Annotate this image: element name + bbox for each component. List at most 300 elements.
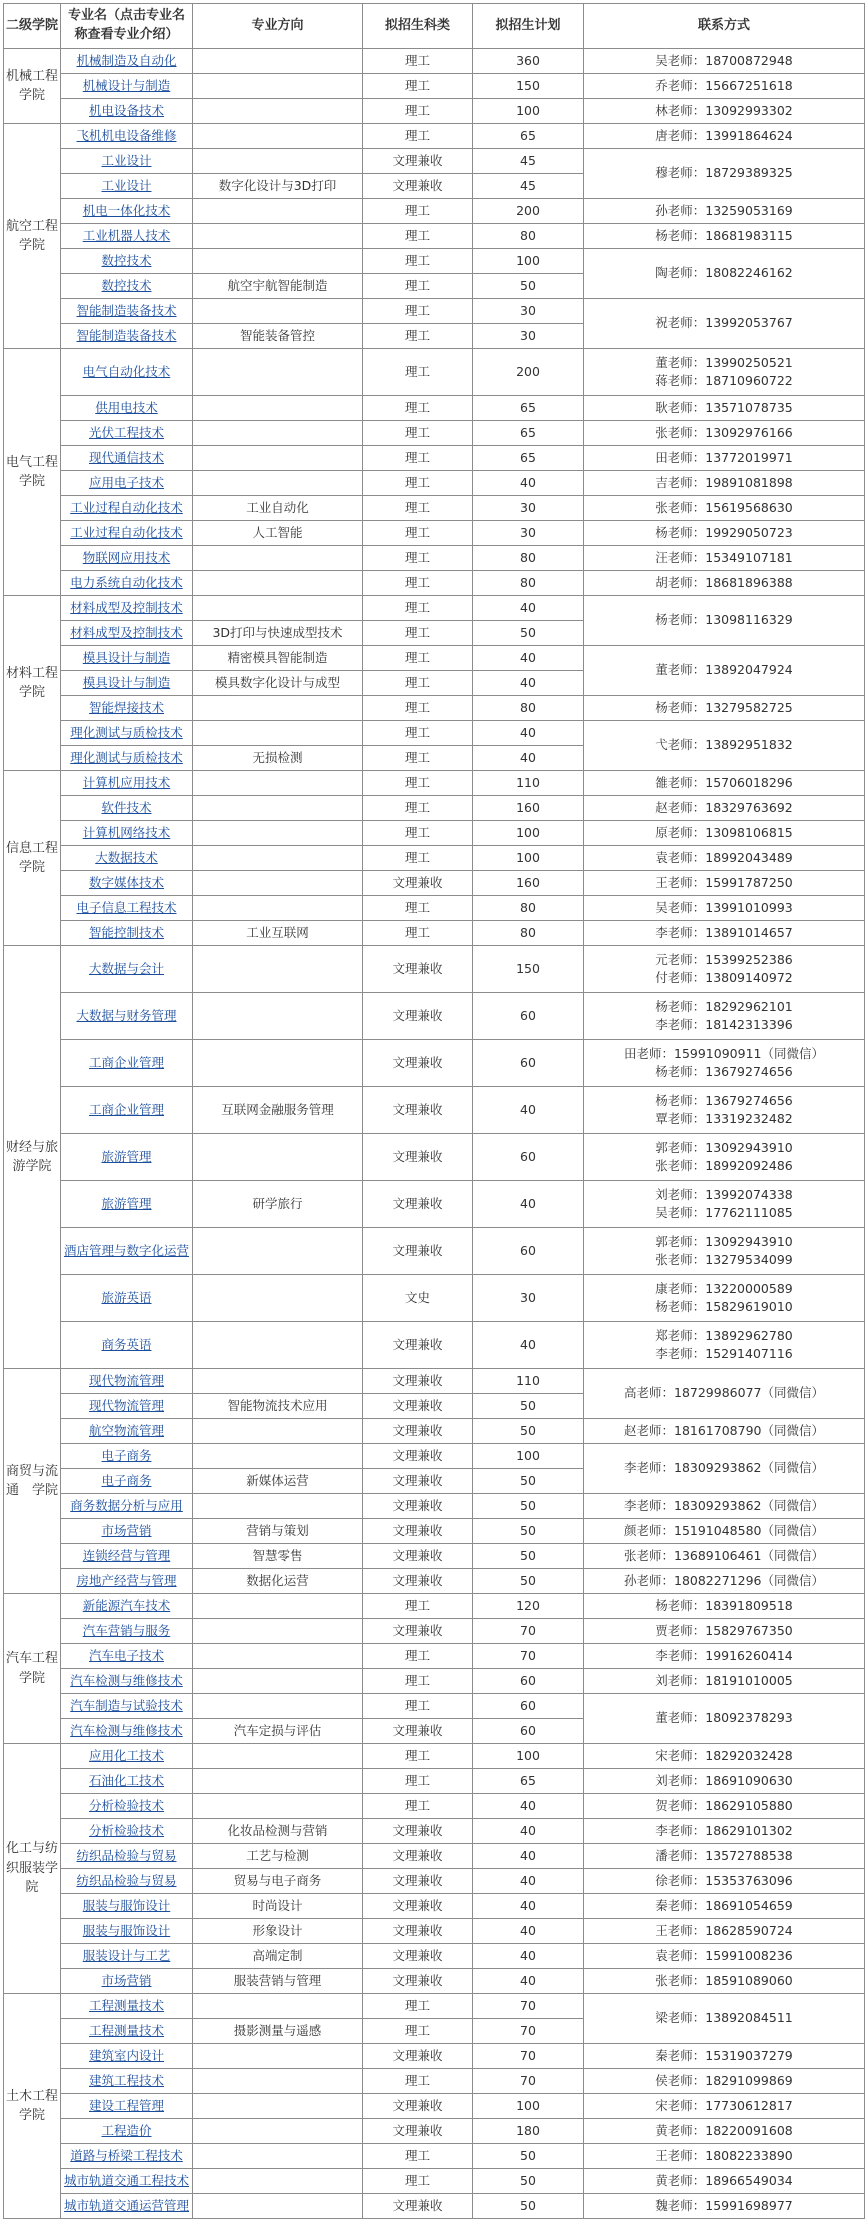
- plan-cell: 80: [473, 921, 584, 946]
- contact-line: 颜老师：15191048580（同微信）: [624, 1522, 824, 1538]
- contact-cell: [584, 1322, 865, 1369]
- major-link[interactable]: 软件技术: [101, 799, 152, 815]
- direction-cell: 3D打印与快速成型技术: [193, 621, 363, 646]
- table-row: [4, 1181, 865, 1228]
- direction-cell: [193, 2119, 363, 2144]
- contact-cell: [584, 2194, 865, 2219]
- category-cell: 理工: [363, 896, 473, 921]
- contact-line: 刘老师：13992074338: [655, 1186, 793, 1202]
- category-cell: 文理兼收: [363, 1844, 473, 1869]
- major-link[interactable]: 工程测量技术: [88, 2022, 164, 2038]
- major-link[interactable]: 材料成型及控制技术: [70, 599, 183, 615]
- contact-cell: [584, 946, 865, 993]
- direction-cell: [193, 396, 363, 421]
- table-row: [4, 199, 865, 224]
- major-link[interactable]: 道路与桥梁工程技术: [70, 2147, 183, 2163]
- table-row: [4, 1519, 865, 1544]
- plan-cell: 50: [473, 1569, 584, 1594]
- major-cell: [61, 1919, 193, 1944]
- major-link[interactable]: 汽车检测与维修技术: [70, 1722, 183, 1738]
- major-link[interactable]: 航空物流管理: [88, 1422, 164, 1438]
- contact-line: 张老师：13092976166: [655, 424, 793, 440]
- direction-cell: [193, 2094, 363, 2119]
- major-link[interactable]: 大数据技术: [95, 849, 158, 865]
- major-cell: [61, 1669, 193, 1694]
- major-link[interactable]: 智能制造装备技术: [76, 327, 177, 343]
- contact-line: 杨老师：18681983115: [655, 227, 793, 243]
- major-link[interactable]: 旅游管理: [101, 1148, 152, 1164]
- direction-cell: [193, 896, 363, 921]
- direction-cell: [193, 993, 363, 1040]
- table-row: [4, 821, 865, 846]
- contact-cell: [584, 921, 865, 946]
- contact-line: 侯老师：18291099869: [655, 2072, 793, 2088]
- direction-cell: 贸易与电子商务: [193, 1869, 363, 1894]
- major-link[interactable]: 应用化工技术: [88, 1747, 164, 1763]
- table-row: [4, 1134, 865, 1181]
- direction-cell: [193, 1444, 363, 1469]
- major-link[interactable]: 汽车制造与试验技术: [70, 1697, 183, 1713]
- plan-cell: 160: [473, 871, 584, 896]
- major-cell: [61, 796, 193, 821]
- contact-cell: [584, 1869, 865, 1894]
- category-cell: 理工: [363, 671, 473, 696]
- major-cell: [61, 1619, 193, 1644]
- category-cell: 文理兼收: [363, 1894, 473, 1919]
- major-link[interactable]: 分析检验技术: [88, 1797, 164, 1813]
- table-row: [4, 421, 865, 446]
- major-link[interactable]: 汽车检测与维修技术: [70, 1672, 183, 1688]
- major-link[interactable]: 现代通信技术: [88, 449, 164, 465]
- category-cell: 文理兼收: [363, 2194, 473, 2219]
- major-link[interactable]: 服装设计与工艺: [82, 1947, 171, 1963]
- major-link[interactable]: 服装与服饰设计: [82, 1922, 171, 1938]
- major-link[interactable]: 市场营销: [101, 1522, 152, 1538]
- major-link[interactable]: 物联网应用技术: [82, 549, 171, 565]
- category-cell: 文理兼收: [363, 1040, 473, 1087]
- plan-cell: 50: [473, 2169, 584, 2194]
- contact-line: 田老师：15991090911（同微信）: [624, 1045, 824, 1061]
- plan-cell: 110: [473, 771, 584, 796]
- major-link[interactable]: 电子信息工程技术: [76, 899, 177, 915]
- direction-cell: 高端定制: [193, 1944, 363, 1969]
- contact-cell: [584, 1694, 865, 1744]
- header-major: 专业名（点击专业名称查看专业介绍）: [61, 4, 193, 49]
- category-cell: 理工: [363, 746, 473, 771]
- direction-cell: [193, 1040, 363, 1087]
- direction-cell: 新媒体运营: [193, 1469, 363, 1494]
- table-row: [4, 596, 865, 621]
- direction-cell: [193, 1769, 363, 1794]
- direction-cell: 数字化设计与3D打印: [193, 174, 363, 199]
- direction-cell: [193, 421, 363, 446]
- header-direction: 专业方向: [193, 4, 363, 49]
- plan-cell: 45: [473, 174, 584, 199]
- major-cell: [61, 49, 193, 74]
- contact-line: 郑老师：13892962780: [655, 1327, 793, 1343]
- contact-cell: [584, 446, 865, 471]
- major-cell: [61, 1322, 193, 1369]
- major-cell: [61, 199, 193, 224]
- major-cell: [61, 2019, 193, 2044]
- direction-cell: 营销与策划: [193, 1519, 363, 1544]
- category-cell: 文理兼收: [363, 1444, 473, 1469]
- contact-line: 董老师：18092378293: [655, 1710, 793, 1726]
- category-cell: 理工: [363, 771, 473, 796]
- major-link[interactable]: 工商企业管理: [88, 1054, 164, 1070]
- major-link[interactable]: 建筑工程技术: [88, 2072, 164, 2088]
- contact-line: 元老师：15399252386: [655, 951, 793, 967]
- enrollment-table: [3, 3, 865, 2219]
- table-row: [4, 1040, 865, 1087]
- major-link[interactable]: 智能控制技术: [88, 924, 164, 940]
- major-cell: [61, 521, 193, 546]
- table-row: [4, 471, 865, 496]
- major-link[interactable]: 电气自动化技术: [82, 363, 171, 379]
- college-name: 航空工程学院: [4, 124, 61, 349]
- contact-cell: [584, 2119, 865, 2144]
- major-link[interactable]: 机电一体化技术: [82, 202, 171, 218]
- contact-line: 穆老师：18729389325: [655, 165, 793, 181]
- plan-cell: 100: [473, 821, 584, 846]
- major-cell: [61, 2069, 193, 2094]
- plan-cell: 60: [473, 1134, 584, 1181]
- category-cell: 文理兼收: [363, 1944, 473, 1969]
- direction-cell: [193, 2194, 363, 2219]
- major-cell: [61, 1419, 193, 1444]
- table-row: [4, 2044, 865, 2069]
- category-cell: 理工: [363, 199, 473, 224]
- contact-line: 潘老师：13572788538: [655, 1847, 793, 1863]
- major-link[interactable]: 建设工程管理: [88, 2097, 164, 2113]
- college-name: 材料工程学院: [4, 596, 61, 771]
- direction-cell: 化妆品检测与营销: [193, 1819, 363, 1844]
- category-cell: 理工: [363, 2144, 473, 2169]
- category-cell: 理工: [363, 74, 473, 99]
- contact-line: 李老师：18309293862（同微信）: [624, 1460, 824, 1476]
- major-link[interactable]: 新能源汽车技术: [82, 1597, 171, 1613]
- plan-cell: 40: [473, 1919, 584, 1944]
- contact-cell: [584, 1994, 865, 2044]
- category-cell: 理工: [363, 696, 473, 721]
- plan-cell: 40: [473, 1819, 584, 1844]
- major-link[interactable]: 房地产经营与管理: [76, 1572, 177, 1588]
- table-row: [4, 299, 865, 324]
- contact-line: 袁老师：18992043489: [655, 849, 793, 865]
- direction-cell: 工业互联网: [193, 921, 363, 946]
- category-cell: 理工: [363, 249, 473, 274]
- category-cell: 理工: [363, 2069, 473, 2094]
- major-link[interactable]: 城市轨道交通工程技术: [63, 2172, 189, 2188]
- contact-line: 杨老师：15829619010: [655, 1299, 793, 1314]
- contact-cell: [584, 1228, 865, 1275]
- table-row: [4, 1594, 865, 1619]
- major-cell: [61, 1519, 193, 1544]
- table-row: [4, 2119, 865, 2144]
- contact-cell: [584, 1944, 865, 1969]
- major-cell: [61, 349, 193, 396]
- major-link[interactable]: 建筑室内设计: [88, 2047, 164, 2063]
- contact-cell: [584, 99, 865, 124]
- major-link[interactable]: 供用电技术: [95, 399, 158, 415]
- contact-line: 康老师：13220000589: [655, 1280, 793, 1296]
- category-cell: 理工: [363, 571, 473, 596]
- major-link[interactable]: 工业设计: [101, 152, 152, 168]
- category-cell: 文理兼收: [363, 1719, 473, 1744]
- direction-cell: [193, 1228, 363, 1275]
- contact-line: 杨老师：13279582725: [655, 699, 793, 715]
- plan-cell: 200: [473, 349, 584, 396]
- college-name: 财经与旅游学院: [4, 946, 61, 1369]
- major-link[interactable]: 机电设备技术: [88, 102, 164, 118]
- major-link[interactable]: 应用电子技术: [88, 474, 164, 490]
- major-link[interactable]: 计算机网络技术: [82, 824, 171, 840]
- table-row: [4, 1819, 865, 1844]
- major-cell: [61, 2169, 193, 2194]
- college-name: 机械工程学院: [4, 49, 61, 124]
- category-cell: 理工: [363, 396, 473, 421]
- major-link[interactable]: 计算机应用技术: [82, 774, 171, 790]
- category-cell: 文理兼收: [363, 1869, 473, 1894]
- table-row: [4, 846, 865, 871]
- major-cell: [61, 1394, 193, 1419]
- direction-cell: [193, 546, 363, 571]
- major-cell: [61, 1694, 193, 1719]
- contact-line: 宋老师：18292032428: [655, 1747, 793, 1763]
- direction-cell: 工业自动化: [193, 496, 363, 521]
- major-link[interactable]: 分析检验技术: [88, 1822, 164, 1838]
- major-link[interactable]: 电子商务: [101, 1472, 152, 1488]
- table-row: [4, 2144, 865, 2169]
- plan-cell: 50: [473, 1519, 584, 1544]
- plan-cell: 110: [473, 1369, 584, 1394]
- contact-line: 王老师：18628590724: [655, 1922, 793, 1938]
- contact-line: 杨老师：13098116329: [655, 612, 793, 628]
- contact-cell: [584, 199, 865, 224]
- major-cell: [61, 896, 193, 921]
- major-link[interactable]: 电子商务: [101, 1447, 152, 1463]
- category-cell: 理工: [363, 846, 473, 871]
- major-link[interactable]: 服装与服饰设计: [82, 1897, 171, 1913]
- major-link[interactable]: 工程测量技术: [88, 1997, 164, 2013]
- major-link[interactable]: 模具设计与制造: [82, 674, 171, 690]
- plan-cell: 40: [473, 1844, 584, 1869]
- major-link[interactable]: 汽车营销与服务: [82, 1622, 171, 1638]
- contact-cell: [584, 1569, 865, 1594]
- contact-cell: [584, 396, 865, 421]
- plan-cell: 65: [473, 421, 584, 446]
- major-link[interactable]: 工业设计: [101, 177, 152, 193]
- contact-line: 唐老师：13991864624: [655, 127, 793, 143]
- category-cell: 理工: [363, 596, 473, 621]
- major-link[interactable]: 工业过程自动化技术: [70, 524, 183, 540]
- plan-cell: 100: [473, 2094, 584, 2119]
- category-cell: 理工: [363, 1994, 473, 2019]
- contact-cell: [584, 1594, 865, 1619]
- major-link[interactable]: 模具设计与制造: [82, 649, 171, 665]
- major-link[interactable]: 城市轨道交通运营管理: [63, 2197, 189, 2213]
- contact-cell: [584, 571, 865, 596]
- major-link[interactable]: 工商企业管理: [88, 1101, 164, 1117]
- major-link[interactable]: 机械制造及自动化: [76, 52, 177, 68]
- contact-line: 耿老师：13571078735: [655, 399, 793, 415]
- table-row: [4, 1494, 865, 1519]
- contact-line: 张老师：18992092486: [655, 1158, 793, 1173]
- table-row: [4, 446, 865, 471]
- contact-line: 雒老师：15706018296: [655, 774, 793, 790]
- contact-cell: [584, 1087, 865, 1134]
- major-link[interactable]: 石油化工技术: [88, 1772, 164, 1788]
- direction-cell: [193, 124, 363, 149]
- direction-cell: 智能装备管控: [193, 324, 363, 349]
- plan-cell: 50: [473, 1544, 584, 1569]
- major-cell: [61, 124, 193, 149]
- table-row: [4, 871, 865, 896]
- major-link[interactable]: 连锁经营与管理: [82, 1547, 171, 1563]
- category-cell: 理工: [363, 796, 473, 821]
- major-link[interactable]: 机械设计与制造: [82, 77, 171, 93]
- direction-cell: 智能物流技术应用: [193, 1394, 363, 1419]
- table-row: [4, 1944, 865, 1969]
- contact-line: 覃老师：13319232482: [655, 1111, 793, 1126]
- major-cell: [61, 1844, 193, 1869]
- plan-cell: 30: [473, 496, 584, 521]
- major-link[interactable]: 智能制造装备技术: [76, 302, 177, 318]
- category-cell: 理工: [363, 1744, 473, 1769]
- category-cell: 理工: [363, 496, 473, 521]
- contact-line: 杨老师：13679274656: [655, 1092, 793, 1108]
- plan-cell: 80: [473, 546, 584, 571]
- direction-cell: [193, 471, 363, 496]
- table-row: [4, 1969, 865, 1994]
- category-cell: 理工: [363, 821, 473, 846]
- major-link[interactable]: 市场营销: [101, 1972, 152, 1988]
- major-cell: [61, 2144, 193, 2169]
- contact-line: 祝老师：13992053767: [655, 315, 793, 331]
- direction-cell: [193, 149, 363, 174]
- major-link[interactable]: 飞机机电设备维修: [76, 127, 177, 143]
- major-link[interactable]: 光伏工程技术: [88, 424, 164, 440]
- table-row: [4, 1444, 865, 1469]
- category-cell: 文理兼收: [363, 2044, 473, 2069]
- major-link[interactable]: 商务数据分析与应用: [70, 1497, 183, 1513]
- category-cell: 理工: [363, 521, 473, 546]
- contact-line: 秦老师：18691054659: [655, 1897, 793, 1913]
- contact-cell: [584, 1669, 865, 1694]
- plan-cell: 40: [473, 671, 584, 696]
- category-cell: 文理兼收: [363, 1394, 473, 1419]
- plan-cell: 40: [473, 1087, 584, 1134]
- category-cell: 文理兼收: [363, 1322, 473, 1369]
- major-cell: [61, 1134, 193, 1181]
- major-cell: [61, 993, 193, 1040]
- table-row: [4, 2194, 865, 2219]
- major-link[interactable]: 智能焊接技术: [88, 699, 164, 715]
- major-link[interactable]: 纺织品检验与贸易: [76, 1872, 177, 1888]
- major-cell: [61, 2119, 193, 2144]
- direction-cell: 工艺与检测: [193, 1844, 363, 1869]
- table-row: [4, 521, 865, 546]
- table-row: [4, 1275, 865, 1322]
- major-link[interactable]: 理化测试与质检技术: [70, 724, 183, 740]
- category-cell: 理工: [363, 349, 473, 396]
- major-link[interactable]: 工业机器人技术: [82, 227, 171, 243]
- contact-line: 吉老师：19891081898: [655, 474, 793, 490]
- major-cell: [61, 1181, 193, 1228]
- table-row: [4, 249, 865, 274]
- category-cell: 文理兼收: [363, 174, 473, 199]
- major-link[interactable]: 汽车电子技术: [88, 1647, 164, 1663]
- plan-cell: 60: [473, 1669, 584, 1694]
- major-cell: [61, 746, 193, 771]
- category-cell: 文理兼收: [363, 1369, 473, 1394]
- direction-cell: 互联网金融服务管理: [193, 1087, 363, 1134]
- direction-cell: 智慧零售: [193, 1544, 363, 1569]
- contact-cell: [584, 249, 865, 299]
- major-link[interactable]: 工程造价: [101, 2122, 152, 2138]
- major-link[interactable]: 现代物流管理: [88, 1372, 164, 1388]
- contact-cell: [584, 149, 865, 199]
- direction-cell: [193, 224, 363, 249]
- contact-cell: [584, 471, 865, 496]
- category-cell: 理工: [363, 1794, 473, 1819]
- major-cell: [61, 1644, 193, 1669]
- major-link[interactable]: 数字媒体技术: [88, 874, 164, 890]
- contact-line: 郭老师：13092943910: [655, 1139, 793, 1155]
- category-cell: 文理兼收: [363, 1181, 473, 1228]
- contact-cell: [584, 1619, 865, 1644]
- major-link[interactable]: 酒店管理与数字化运营: [63, 1242, 189, 1258]
- major-link[interactable]: 旅游管理: [101, 1195, 152, 1211]
- plan-cell: 100: [473, 846, 584, 871]
- major-link[interactable]: 电力系统自动化技术: [70, 574, 183, 590]
- direction-cell: [193, 1494, 363, 1519]
- major-link[interactable]: 商务英语: [101, 1336, 152, 1352]
- contact-line: 魏老师：15991698977: [655, 2197, 793, 2213]
- plan-cell: 40: [473, 596, 584, 621]
- category-cell: 文理兼收: [363, 871, 473, 896]
- major-link[interactable]: 纺织品检验与贸易: [76, 1847, 177, 1863]
- contact-cell: [584, 721, 865, 771]
- major-link[interactable]: 数控技术: [101, 252, 152, 268]
- category-cell: 文理兼收: [363, 1087, 473, 1134]
- contact-cell: [584, 74, 865, 99]
- major-link[interactable]: 大数据与会计: [88, 960, 164, 976]
- direction-cell: [193, 1134, 363, 1181]
- category-cell: 理工: [363, 646, 473, 671]
- major-link[interactable]: 大数据与财务管理: [76, 1007, 177, 1023]
- header-row: [4, 4, 865, 49]
- contact-line: 董老师：13892047924: [655, 662, 793, 678]
- plan-cell: 100: [473, 249, 584, 274]
- category-cell: 理工: [363, 274, 473, 299]
- contact-cell: [584, 1544, 865, 1569]
- major-link[interactable]: 理化测试与质检技术: [70, 749, 183, 765]
- direction-cell: [193, 1275, 363, 1322]
- category-cell: 理工: [363, 224, 473, 249]
- contact-line: 赵老师：18161708790（同微信）: [624, 1422, 824, 1438]
- major-link[interactable]: 工业过程自动化技术: [70, 499, 183, 515]
- major-cell: [61, 249, 193, 274]
- major-link[interactable]: 材料成型及控制技术: [70, 624, 183, 640]
- major-link[interactable]: 旅游英语: [101, 1289, 152, 1305]
- table-row: [4, 1619, 865, 1644]
- plan-cell: 100: [473, 1744, 584, 1769]
- major-link[interactable]: 数控技术: [101, 277, 152, 293]
- major-link[interactable]: 现代物流管理: [88, 1397, 164, 1413]
- plan-cell: 200: [473, 199, 584, 224]
- plan-cell: 80: [473, 696, 584, 721]
